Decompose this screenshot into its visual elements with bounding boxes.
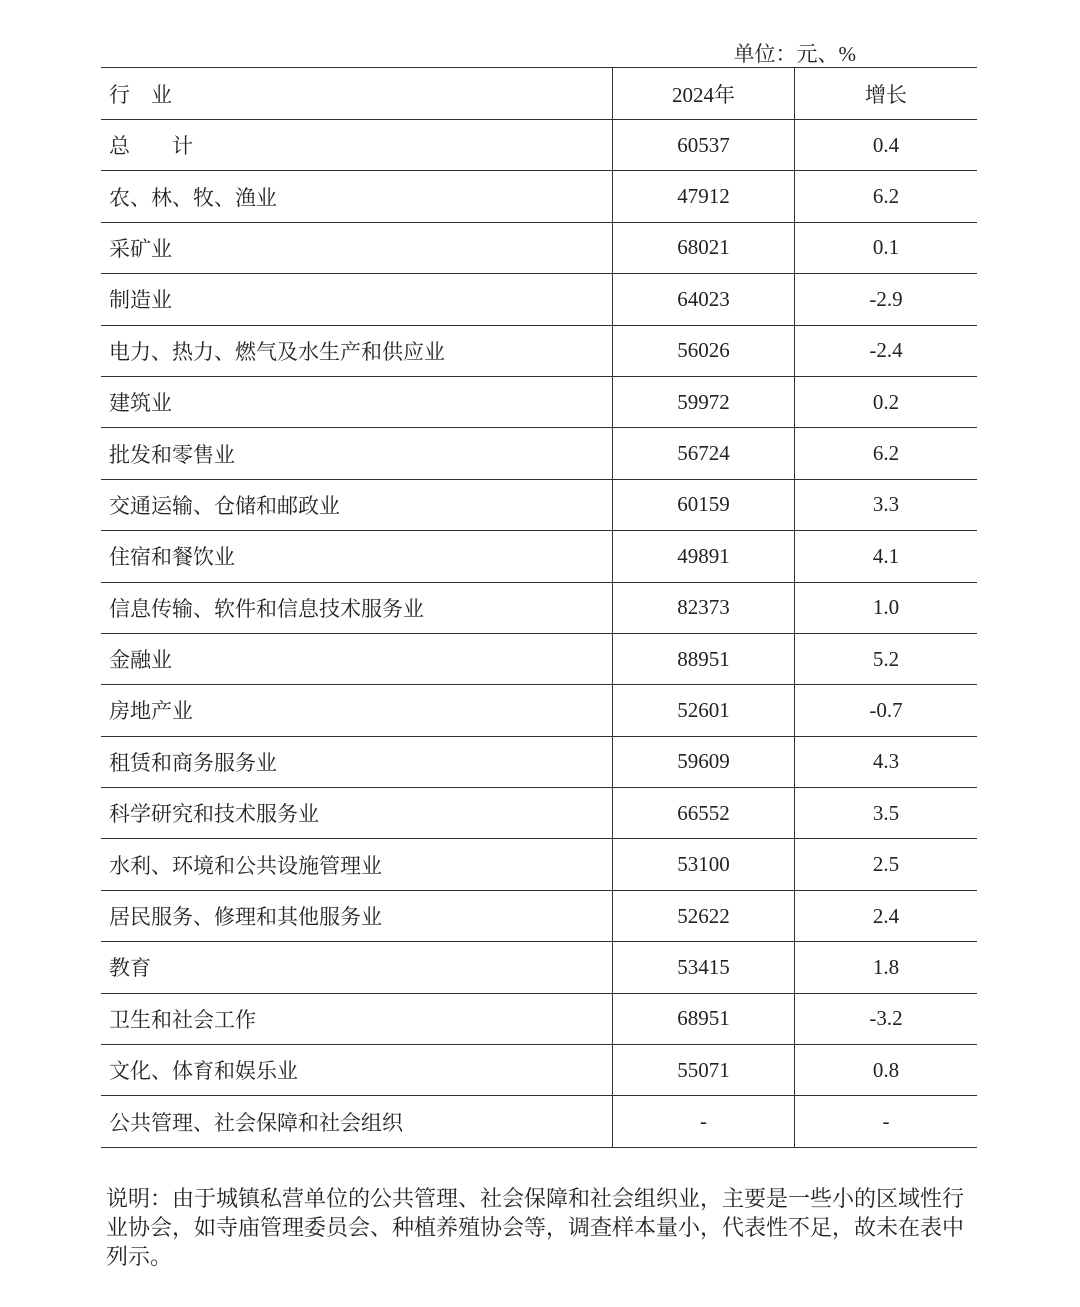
wage-cell: 56724 xyxy=(613,428,795,479)
growth-cell: -0.7 xyxy=(795,685,978,736)
growth-cell: 0.2 xyxy=(795,376,978,427)
growth-cell: 0.4 xyxy=(795,120,978,171)
wage-cell: 59972 xyxy=(613,376,795,427)
industry-cell: 租赁和商务服务业 xyxy=(101,736,613,787)
industry-cell: 制造业 xyxy=(101,274,613,325)
table-row xyxy=(101,479,977,530)
wage-cell: 55071 xyxy=(613,1045,795,1096)
industry-cell: 居民服务、修理和其他服务业 xyxy=(101,890,613,941)
header-year: 2024年 xyxy=(613,68,795,120)
growth-cell: - xyxy=(795,1096,978,1147)
wage-cell: 49891 xyxy=(613,531,795,582)
wage-cell: 88951 xyxy=(613,633,795,684)
table-row xyxy=(101,1045,977,1096)
table-row xyxy=(101,582,977,633)
industry-cell: 房地产业 xyxy=(101,685,613,736)
growth-cell: 3.5 xyxy=(795,788,978,839)
growth-cell: -3.2 xyxy=(795,993,978,1044)
table-row xyxy=(101,685,977,736)
wage-cell: 68951 xyxy=(613,993,795,1044)
growth-cell: 4.1 xyxy=(795,531,978,582)
table-row xyxy=(101,1096,977,1147)
growth-cell: 2.4 xyxy=(795,890,978,941)
industry-cell: 卫生和社会工作 xyxy=(101,993,613,1044)
table-row xyxy=(101,222,977,273)
wage-table xyxy=(101,67,977,1148)
wage-cell: 82373 xyxy=(613,582,795,633)
industry-cell: 交通运输、仓储和邮政业 xyxy=(101,479,613,530)
industry-cell: 文化、体育和娱乐业 xyxy=(101,1045,613,1096)
wage-cell: - xyxy=(613,1096,795,1147)
wage-cell: 64023 xyxy=(613,274,795,325)
wage-cell: 52601 xyxy=(613,685,795,736)
industry-cell: 总 计 xyxy=(101,120,613,171)
table-row xyxy=(101,890,977,941)
industry-cell: 住宿和餐饮业 xyxy=(101,531,613,582)
wage-cell: 68021 xyxy=(613,222,795,273)
header-growth: 增长 xyxy=(795,68,978,120)
footnote: 说明：由于城镇私营单位的公共管理、社会保障和社会组织业，主要是一些小的区域性行业协会，如寺庙管理委员会、种植养殖协会等，调查样本量小，代表性不足，故未在表中列示。 xyxy=(106,1187,965,1270)
growth-cell: 4.3 xyxy=(795,736,978,787)
industry-cell: 采矿业 xyxy=(101,222,613,273)
wage-cell: 53100 xyxy=(613,839,795,890)
wage-cell: 47912 xyxy=(613,171,795,222)
industry-cell: 电力、热力、燃气及水生产和供应业 xyxy=(101,325,613,376)
wage-cell: 60537 xyxy=(613,120,795,171)
table-row xyxy=(101,531,977,582)
table-row xyxy=(101,325,977,376)
industry-cell: 公共管理、社会保障和社会组织 xyxy=(101,1096,613,1147)
growth-cell: 2.5 xyxy=(795,839,978,890)
table-row xyxy=(101,171,977,222)
wage-cell: 56026 xyxy=(613,325,795,376)
industry-cell: 科学研究和技术服务业 xyxy=(101,788,613,839)
table-row xyxy=(101,120,977,171)
industry-cell: 批发和零售业 xyxy=(101,428,613,479)
table-row xyxy=(101,839,977,890)
growth-cell: 0.1 xyxy=(795,222,978,273)
industry-cell: 教育 xyxy=(101,942,613,993)
wage-cell: 59609 xyxy=(613,736,795,787)
wage-cell: 66552 xyxy=(613,788,795,839)
table-row xyxy=(101,428,977,479)
growth-cell: 1.0 xyxy=(795,582,978,633)
table-header-row xyxy=(101,68,977,120)
wage-cell: 53415 xyxy=(613,942,795,993)
table-row xyxy=(101,993,977,1044)
industry-cell: 信息传输、软件和信息技术服务业 xyxy=(101,582,613,633)
growth-cell: 6.2 xyxy=(795,428,978,479)
wage-cell: 52622 xyxy=(613,890,795,941)
industry-cell: 农、林、牧、渔业 xyxy=(101,171,613,222)
table-row xyxy=(101,788,977,839)
industry-cell: 建筑业 xyxy=(101,376,613,427)
table-row xyxy=(101,736,977,787)
table-row xyxy=(101,376,977,427)
growth-cell: 6.2 xyxy=(795,171,978,222)
wage-cell: 60159 xyxy=(613,479,795,530)
table-row xyxy=(101,942,977,993)
table-row xyxy=(101,274,977,325)
growth-cell: 0.8 xyxy=(795,1045,978,1096)
industry-cell: 水利、环境和公共设施管理业 xyxy=(101,839,613,890)
table-row xyxy=(101,633,977,684)
unit-label: 单位：元、% xyxy=(733,42,856,66)
growth-cell: -2.4 xyxy=(795,325,978,376)
growth-cell: 5.2 xyxy=(795,633,978,684)
growth-cell: -2.9 xyxy=(795,274,978,325)
industry-cell: 金融业 xyxy=(101,633,613,684)
growth-cell: 1.8 xyxy=(795,942,978,993)
header-industry: 行 业 xyxy=(101,68,613,120)
growth-cell: 3.3 xyxy=(795,479,978,530)
